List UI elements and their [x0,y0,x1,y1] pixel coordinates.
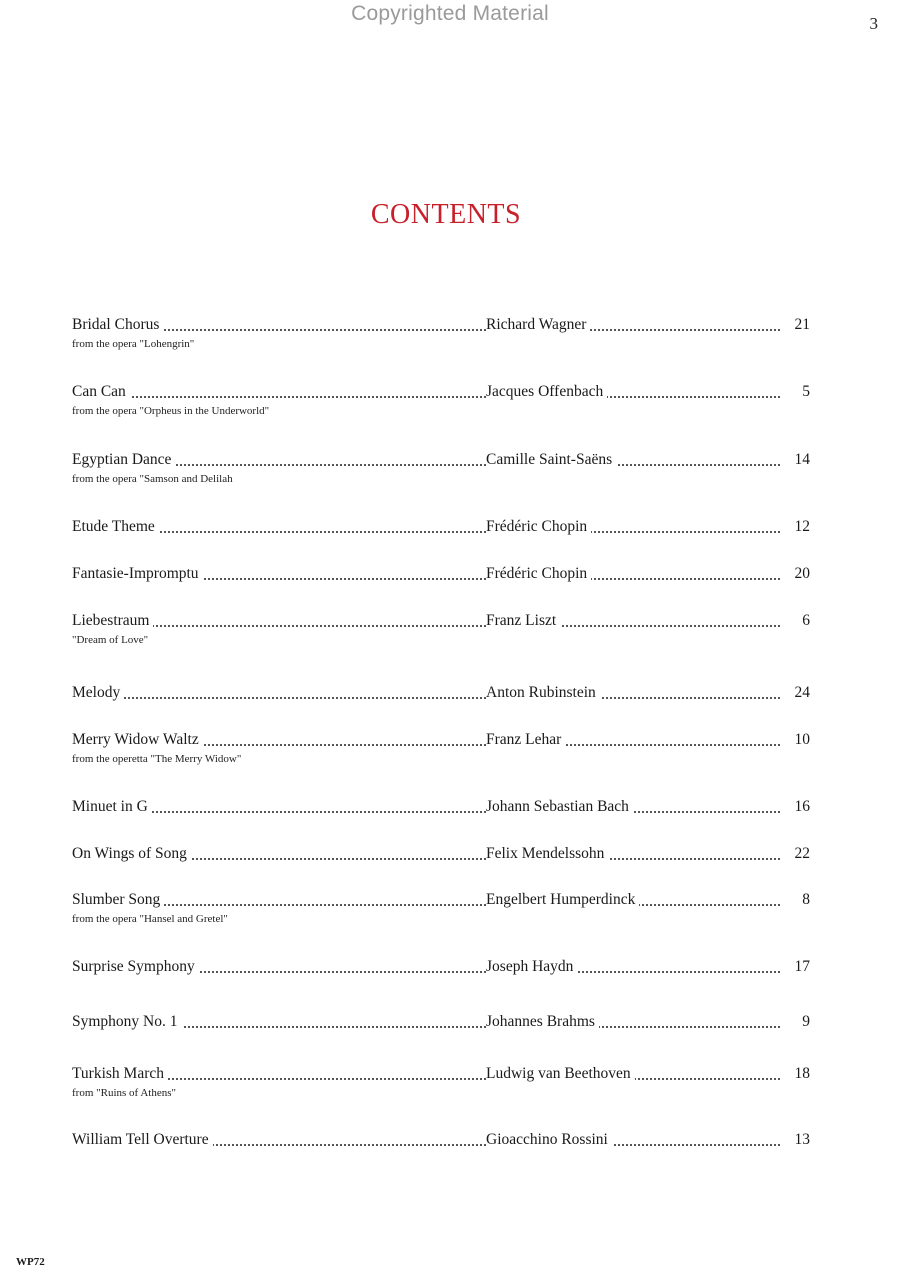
page-ref: 5 [780,381,810,403]
composer-name: Ludwig van Beethoven [486,1065,635,1082]
composer-cell [486,381,810,403]
composer-cell [486,516,810,538]
toc-entry-line [72,314,810,336]
piece-title-cell [72,889,486,911]
composer-cell [486,314,810,336]
piece-title: Melody [72,684,124,701]
toc-entry [72,682,810,704]
piece-title-cell [72,956,486,978]
piece-title-cell [72,563,486,585]
piece-title-cell [72,381,486,403]
catalog-code: WP72 [16,1256,45,1268]
piece-title: Fantasie-Impromptu [72,565,203,582]
composer-name: Gioacchino Rossini [486,1131,612,1148]
toc-entry [72,956,810,978]
composer-cell [486,729,810,751]
composer-name: Jacques Offenbach [486,383,607,400]
toc-entry-line [72,563,810,585]
toc-entry-line [72,516,810,538]
composer-cell [486,843,810,865]
piece-subtitle: from the operetta "The Merry Widow" [72,753,242,765]
toc-entry-line [72,956,810,978]
toc-entry-line [72,1063,810,1085]
toc-entry-line [72,381,810,403]
toc-entry-line [72,796,810,818]
piece-subtitle: from the opera "Lohengrin" [72,338,195,350]
toc-entry [72,1011,810,1033]
toc-entry [72,563,810,585]
composer-cell [486,1063,810,1085]
toc-entry [72,516,810,538]
piece-title-cell [72,796,486,818]
composer-name: Johannes Brahms [486,1013,599,1030]
piece-title: Etude Theme [72,518,159,535]
composer-name: Franz Lehar [486,731,565,748]
piece-title-cell [72,729,486,751]
toc-entry [72,1063,810,1100]
page-ref: 21 [780,314,810,336]
page-ref: 14 [780,449,810,471]
piece-subtitle: from the opera "Orpheus in the Underworld" [72,405,270,417]
page-ref: 6 [780,610,810,632]
piece-title: Liebestraum [72,612,153,629]
toc-entry [72,449,810,486]
page-title: CONTENTS [370,199,522,230]
piece-title-cell [72,1129,486,1151]
composer-name: Engelbert Humperdinck [486,891,639,908]
composer-name: Richard Wagner [486,316,590,333]
composer-name: Camille Saint-Saëns [486,451,616,468]
dot-leader [72,396,486,398]
page-ref: 16 [780,796,810,818]
page-ref: 8 [780,889,810,911]
piece-title: Merry Widow Waltz [72,731,203,748]
toc-entry-line [72,449,810,471]
page-ref: 24 [780,682,810,704]
piece-title: Surprise Symphony [72,958,199,975]
toc-entry-line [72,1129,810,1151]
toc-entry [72,796,810,818]
toc-entry [72,610,810,647]
composer-cell [486,449,810,471]
toc-entry [72,381,810,418]
piece-title: Bridal Chorus [72,316,163,333]
composer-cell [486,563,810,585]
page-ref: 18 [780,1063,810,1085]
piece-title: William Tell Overture [72,1131,213,1148]
page-number: 3 [869,14,878,33]
page-ref: 17 [780,956,810,978]
page-ref: 9 [780,1011,810,1033]
toc-entry-line [72,1011,810,1033]
piece-title: On Wings of Song [72,845,191,862]
piece-subtitle: "Dream of Love" [72,634,149,646]
page-ref: 12 [780,516,810,538]
composer-cell [486,796,810,818]
composer-cell [486,956,810,978]
piece-title: Can Can [72,383,130,400]
piece-title: Slumber Song [72,891,164,908]
toc-entry-line [72,889,810,911]
piece-title-cell [72,1011,486,1033]
composer-name: Joseph Haydn [486,958,577,975]
piece-subtitle: from "Ruins of Athens" [72,1087,177,1099]
toc-entry [72,843,810,865]
page-ref: 13 [780,1129,810,1151]
piece-title-cell [72,516,486,538]
toc-entry [72,1129,810,1151]
piece-title: Symphony No. 1 [72,1013,182,1030]
page-ref: 20 [780,563,810,585]
composer-name: Frédéric Chopin [486,518,591,535]
page-ref: 22 [780,843,810,865]
piece-title-cell [72,843,486,865]
piece-title-cell [72,449,486,471]
composer-name: Anton Rubinstein [486,684,600,701]
piece-subtitle: from the opera "Samson and Delilah [72,473,233,485]
composer-cell [486,1011,810,1033]
toc-entry-line [72,729,810,751]
composer-cell [486,889,810,911]
piece-title: Turkish March [72,1065,168,1082]
piece-title-cell [72,610,486,632]
piece-title: Minuet in G [72,798,152,815]
composer-name: Johann Sebastian Bach [486,798,633,815]
piece-title-cell [72,682,486,704]
toc-entry [72,314,810,351]
toc-entry [72,889,810,926]
dot-leader [72,697,486,699]
composer-name: Franz Liszt [486,612,560,629]
page-ref: 10 [780,729,810,751]
composer-cell [486,682,810,704]
toc-entry [72,729,810,766]
piece-title: Egyptian Dance [72,451,175,468]
piece-title-cell [72,314,486,336]
composer-cell [486,610,810,632]
composer-cell [486,1129,810,1151]
toc-entry-line [72,610,810,632]
composer-name: Frédéric Chopin [486,565,591,582]
piece-subtitle: from the opera "Hansel and Gretel" [72,913,228,925]
piece-title-cell [72,1063,486,1085]
watermark: Copyrighted Material [351,2,549,25]
toc-entry-line [72,843,810,865]
toc-entry-line [72,682,810,704]
composer-name: Felix Mendelssohn [486,845,608,862]
